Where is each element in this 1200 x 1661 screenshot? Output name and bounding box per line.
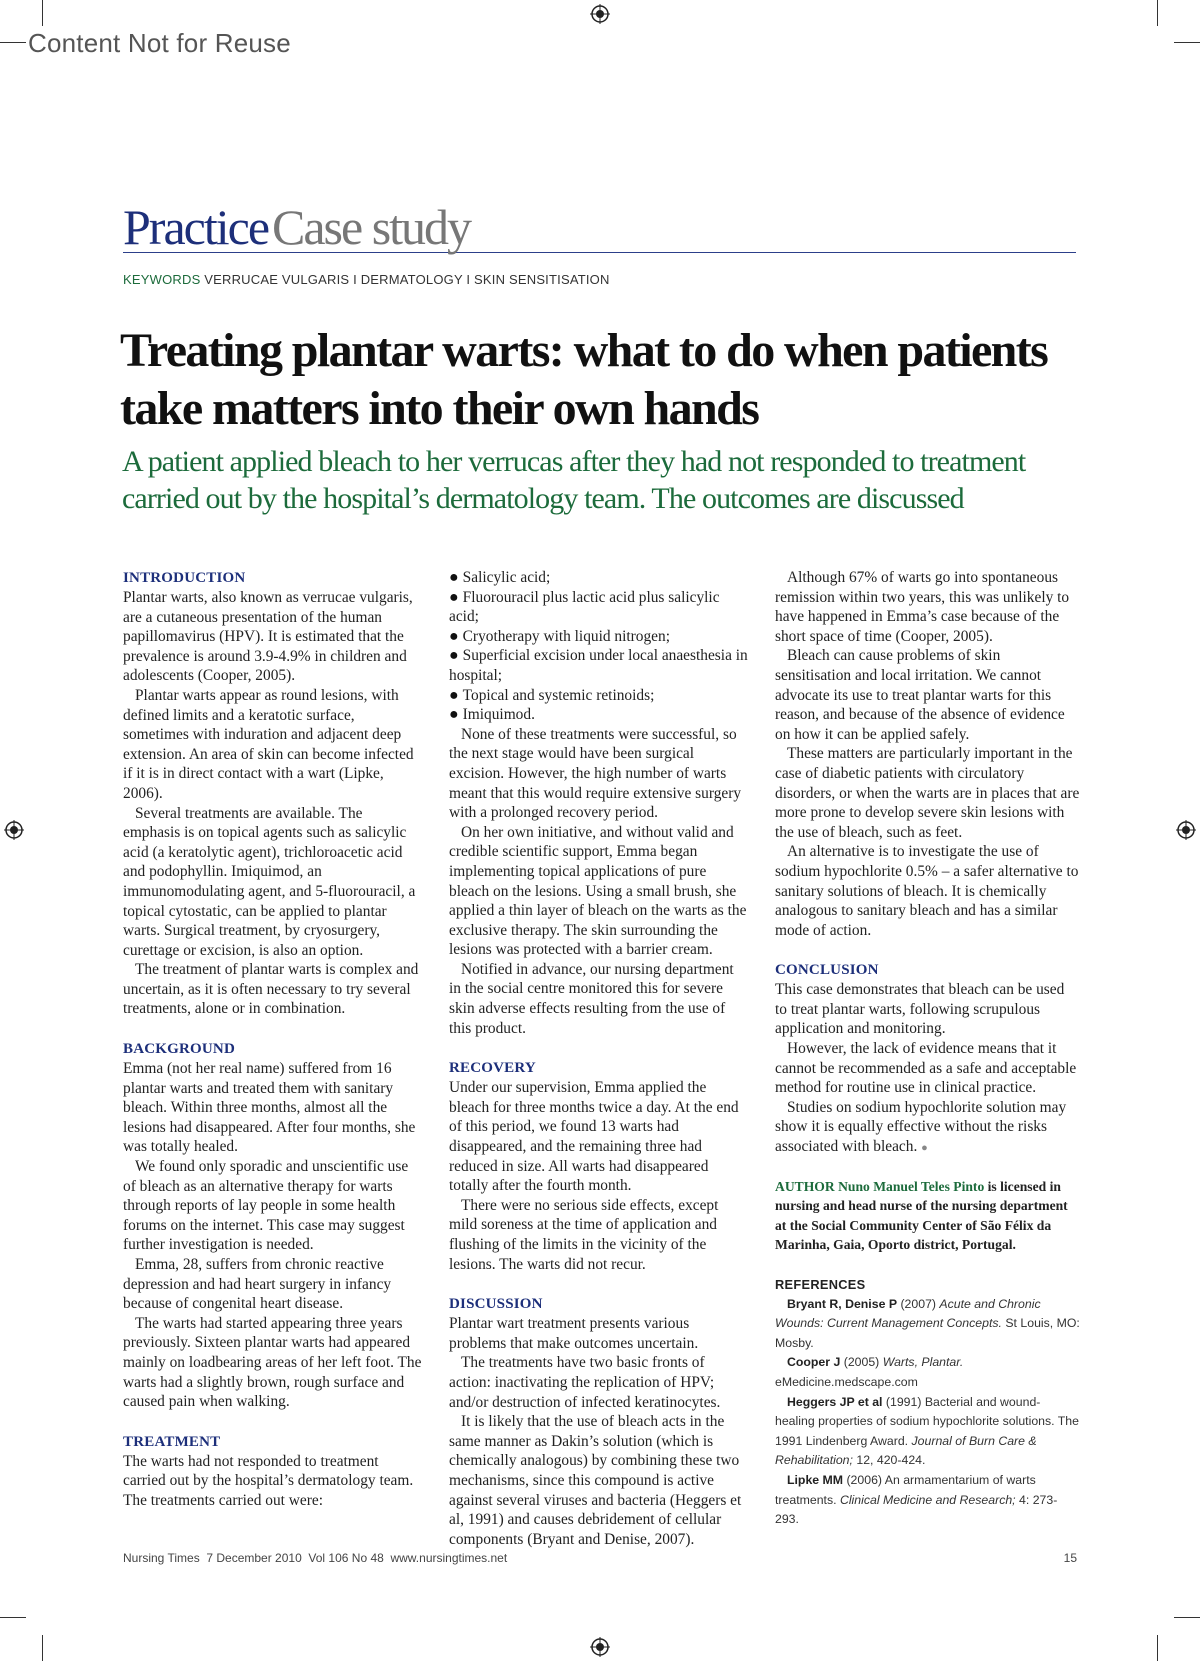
- crop-mark: [1157, 0, 1158, 26]
- paragraph: On her own initiative, and without valid and credible scientific support, Emma began implementing topical applications of pure bleach on the lesions. Using a small brush, she applied a thin layer of bleach on the warts as the exclusive therapy. The skin surrounding the lesions was protected with a barrier cream.: [449, 823, 747, 959]
- paragraph: Notified in advance, our nursing department in the social centre monitored this for severe skin adverse effects resulting from the use of this product.: [449, 960, 734, 1037]
- paragraph: Bleach can cause problems of skin sensitisation and local irritation. We cannot advocate its use to treat plantar warts for this reason, and because of the absence of evidence on how it can be applied safely.: [775, 647, 1065, 743]
- section-heading: RECOVERY: [449, 1060, 536, 1077]
- crop-mark: [42, 1635, 43, 1661]
- text-column-1: [123, 568, 423, 1511]
- reference-year: (1991) Bacterial and wound-healing properties of sodium hypochlorite solutions. The 1991 Lindenberg Award.: [775, 1394, 1079, 1448]
- reference-rest: eMedicine.medscape.com: [775, 1374, 918, 1389]
- paragraph: It is likely that the use of bleach acts in the same manner as Dakin’s solution (which is chemically analogous) by combining these two mechanisms, since this compound is active against several viruses and bacteria (Heggers et al, 1991) and causes debridement of cellular components (Bryant and Denise, 2007).: [449, 1413, 742, 1548]
- section-subtitle: Case study: [272, 199, 471, 255]
- crop-mark: [1157, 1635, 1158, 1661]
- reference-rest: 4: 273-293.: [775, 1492, 1058, 1527]
- registration-target-icon: [4, 820, 24, 840]
- paragraph: An alternative is to investigate the use of sodium hypochlorite 0.5% – a safer alternative to sanitary solutions of bleach. It is chemically analogous to sanitary bleach and has a similar mode of action.: [775, 843, 1079, 939]
- reference-year: (2007): [900, 1296, 936, 1311]
- author-note: [775, 1177, 1080, 1255]
- reference-authors: Lipke MM: [787, 1472, 844, 1487]
- paragraph: However, the lack of evidence means that it cannot be recommended as a safe and acceptable method for routine use in clinical practice.: [775, 1040, 1077, 1097]
- reference-year: (2006) An armamentarium of warts treatments.: [775, 1472, 1036, 1507]
- section-heading: CONCLUSION: [775, 962, 879, 979]
- paragraph-text: Studies on sodium hypochlorite solution may show it is equally effective without the risks associated with bleach.: [775, 1098, 1067, 1156]
- page-number: 15: [1063, 1551, 1077, 1565]
- reference-authors: Bryant R, Denise P: [787, 1296, 898, 1311]
- paragraph: The treatment of plantar warts is complex and uncertain, as it is often necessary to try several treatments, alone or in combination.: [123, 961, 419, 1018]
- keyword: SKIN SENSITISATION: [474, 272, 610, 287]
- keyword: VERRUCAE VULGARIS: [204, 272, 350, 287]
- paragraph: This case demonstrates that bleach can be used to treat plantar warts, following scrupulous application and monitoring.: [775, 981, 1065, 1038]
- references-heading: REFERENCES: [775, 1277, 866, 1292]
- keyword: DERMATOLOGY: [360, 272, 463, 287]
- references-list: [775, 1295, 1080, 1530]
- paragraph: Emma (not her real name) suffered from 16 plantar warts and treated them with sanitary bleach. Within three months, almost all the lesions had disappeared. After four months, she was totally healed.: [123, 1060, 416, 1156]
- registration-target-icon: [1176, 820, 1196, 840]
- watermark: Content Not for Reuse: [28, 28, 291, 58]
- reference-authors: Cooper J: [787, 1355, 841, 1370]
- article-standfirst: A patient applied bleach to her verrucas after they had not responded to treatment carried out by the hospital’s dermatology team. The outcomes are discussed: [122, 445, 1026, 515]
- crop-mark: [1174, 1617, 1200, 1618]
- end-mark-icon: ●: [921, 1142, 928, 1155]
- paragraph: Plantar warts, also known as verrucae vulgaris, are a cutaneous presentation of the human papillomavirus (HPV). It is estimated that the prevalence is around 3.9-4.9% in children and adolescents (Cooper, 2005).: [123, 589, 413, 685]
- author-name: Nuno Manuel Teles Pinto: [838, 1178, 985, 1194]
- reference-item: [775, 1471, 1080, 1530]
- paragraph: [775, 1098, 1080, 1159]
- paragraph: There were no serious side effects, except mild soreness at the time of application and flushing of the limits in the vicinity of the lesions. The warts did not recur.: [449, 1196, 719, 1273]
- keywords-label: KEYWORDS: [123, 272, 201, 287]
- list-item: ● Imiquimod.: [449, 705, 749, 725]
- registration-target-icon: [590, 1637, 610, 1657]
- reference-title: Warts, Plantar.: [882, 1355, 964, 1370]
- paragraph: Although 67% of warts go into spontaneous remission within two years, this was unlikely to have happened in Emma’s case because of the short space of time (Cooper, 2005).: [775, 569, 1070, 645]
- keyword-separator: I: [462, 272, 475, 287]
- reference-title: Journal of Burn Care & Rehabilitation;: [775, 1433, 1037, 1468]
- section-heading: DISCUSSION: [449, 1296, 543, 1313]
- list-item: ● Cryotherapy with liquid nitrogen;: [449, 627, 749, 647]
- reference-year: (2005): [843, 1355, 880, 1370]
- treatment-list: [449, 568, 749, 725]
- reference-title: Acute and Chronic Wounds: Current Management Concepts.: [775, 1296, 1041, 1331]
- paragraph: None of these treatments were successful, so the next stage would have been surgical excision. However, the high number of warts meant that this would require extensive surgery with a prolonged recovery period.: [449, 725, 742, 822]
- reference-authors: Heggers JP et al: [787, 1394, 883, 1409]
- author-bio: is licensed in nursing and head nurse of the nursing department at the Social Community Center of São Félix da Marinha, Gaia, Oporto district, Portugal.: [775, 1178, 1068, 1253]
- section-heading: TREATMENT: [123, 1433, 221, 1450]
- author-label: AUTHOR: [775, 1178, 835, 1194]
- footer-citation: Nursing Times 7 December 2010 Vol 106 No 48 www.nursingtimes.net: [123, 1551, 508, 1565]
- paragraph: Plantar wart treatment presents various problems that make outcomes uncertain.: [449, 1315, 699, 1352]
- reference-title: Clinical Medicine and Research;: [839, 1492, 1016, 1507]
- paragraph: Emma, 28, suffers from chronic reactive depression and had heart surgery in infancy because of congenital heart disease.: [123, 1256, 392, 1313]
- section-header: [123, 198, 1076, 253]
- paragraph: The warts had not responded to treatment carried out by the hospital’s dermatology team. The treatments carried out were:: [123, 1452, 414, 1509]
- keyword-separator: I: [349, 272, 361, 287]
- section-heading: INTRODUCTION: [123, 570, 246, 586]
- list-item: ● Superficial excision under local anaesthesia in hospital;: [449, 646, 749, 685]
- paragraph: Several treatments are available. The emphasis is on topical agents such as salicylic acid (a keratolytic agent), trichloroacetic acid and podophyllin. Imiquimod, an immunomodulating agent, and 5-fluorouracil, a topical cytostatic, can be applied to plantar warts. Surgical treatment, by cryosurgery, curettage or excision, is also an option.: [123, 804, 416, 959]
- article-headline: Treating plantar warts: what to do when patients take matters into their own hands: [120, 324, 1048, 435]
- reference-rest: 12, 420-424.: [856, 1453, 926, 1468]
- crop-mark: [0, 1617, 26, 1618]
- paragraph: We found only sporadic and unscientific use of bleach as an alternative therapy for warts through reports of lay people in some health forums on the internet. This case may suggest further investigation is needed.: [123, 1158, 409, 1254]
- section-title: Practice: [123, 199, 269, 255]
- paragraph: These matters are particularly important in the case of diabetic patients with circulatory disorders, or when the warts are in places that are more prone to develop severe skin lesions with the use of bleach, such as feet.: [775, 745, 1080, 841]
- crop-mark: [1174, 42, 1200, 43]
- list-item: ● Salicylic acid;: [449, 568, 749, 588]
- reference-item: [775, 1393, 1080, 1471]
- reference-item: [775, 1295, 1080, 1354]
- keywords-line: [123, 272, 610, 287]
- list-item: ● Fluorouracil plus lactic acid plus salicylic acid;: [449, 588, 749, 627]
- section-heading: BACKGROUND: [123, 1041, 236, 1058]
- list-item: ● Topical and systemic retinoids;: [449, 686, 749, 706]
- text-column-3: [775, 568, 1080, 1530]
- registration-target-icon: [590, 4, 610, 24]
- paragraph: The treatments have two basic fronts of action: inactivating the replication of HPV; and/or destruction of infected keratinocytes.: [449, 1354, 721, 1411]
- text-column-2: [449, 568, 749, 1549]
- paragraph: Plantar warts appear as round lesions, with defined limits and a keratotic surface, sometimes with induration and adjacent deep extension. An area of skin can become infected if it is in direct contact with a wart (Lipke, 2006).: [123, 686, 414, 802]
- paragraph: Under our supervision, Emma applied the bleach for three months twice a day. At the end of this period, we found 13 warts had disappeared, and the remaining three had reduced in size. All warts had disappeared totally after the fourth month.: [449, 1079, 739, 1195]
- reference-item: [775, 1353, 1080, 1392]
- crop-mark: [42, 0, 43, 26]
- paragraph: The warts had started appearing three years previously. Sixteen plantar warts had appeared mainly on loadbearing areas of her left foot. The warts had a slightly brown, rough surface and caused pain when walking.: [123, 1314, 422, 1411]
- reference-rest: St Louis, MO: Mosby.: [775, 1316, 1080, 1350]
- crop-mark: [0, 42, 26, 43]
